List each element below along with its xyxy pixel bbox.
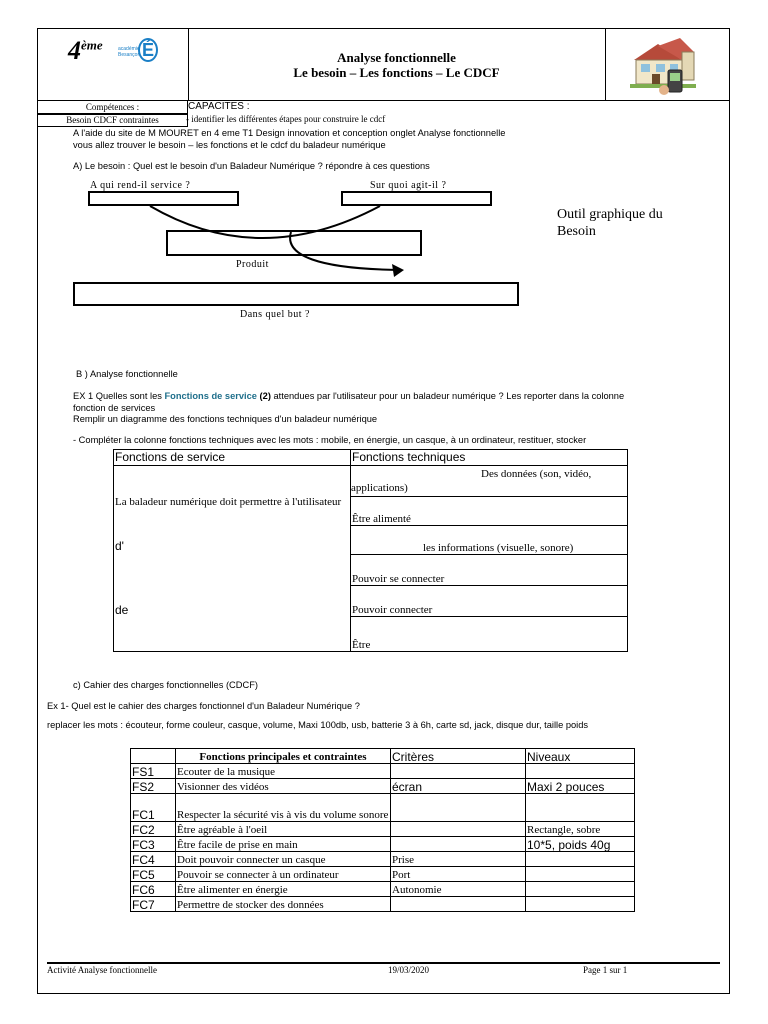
table-row: FC7 Permettre de stocker des données xyxy=(131,897,635,912)
tech-row-3: les informations (visuelle, sonore) xyxy=(351,526,628,555)
capacites-text: - identifier les différentes étapes pour construire le cdcf xyxy=(186,114,386,124)
table-row: FC4 Doit pouvoir connecter un casque Prise xyxy=(131,852,635,867)
diagram-question-right: Sur quoi agit-il ? xyxy=(370,180,447,191)
table-row: FC3 Être facile de prise en main 10*5, poids 40g xyxy=(131,837,635,852)
capacites-label: CAPACITES : xyxy=(188,101,250,112)
competences-label-box: Compétences : xyxy=(37,100,188,114)
table-row: FS1 Ecouter de la musique xyxy=(131,764,635,779)
footer-activity: Activité Analyse fonctionnelle xyxy=(47,965,157,975)
fonctions-service-cell: La baladeur numérique doit permettre à l'utilisateur d' de xyxy=(114,466,351,652)
table-row: FC6 Être alimenter en énergie Autonomie xyxy=(131,882,635,897)
cdcf-ex1: Ex 1- Quel est le cahier des charges fonctionnel d'un Baladeur Numérique ? xyxy=(47,701,360,711)
diagram-product-label: Produit xyxy=(236,259,269,270)
cdcf-code-header xyxy=(131,749,176,764)
intro-line-1: A l'aide du site de M MOURET en 4 eme T1 Design innovation et conception onglet Analyse fonctionnelle xyxy=(73,128,506,138)
cdcf-crit-header: Critères xyxy=(391,749,526,764)
tech-row-6: Être xyxy=(351,617,628,652)
ex1-line-1: EX 1 Quelles sont les Fonctions de service (2) attendues par l'utilisateur pour un baladeur numérique ? Les reporter dans la colonne xyxy=(73,391,625,401)
fonctions-techniques-header: Fonctions techniques xyxy=(351,450,628,466)
section-b-title: B ) Analyse fonctionnelle xyxy=(76,369,178,379)
table-row: FC5 Pouvoir se connecter à un ordinateur Port xyxy=(131,867,635,882)
cdcf-niv-header: Niveaux xyxy=(526,749,635,764)
fonctions-de-service-link[interactable]: Fonctions de service xyxy=(164,391,257,401)
section-c-title: c) Cahier des charges fonctionnelles (CDCF) xyxy=(73,680,258,690)
level-label: 4ème xyxy=(68,36,103,65)
diagram-question-left: A qui rend-il service ? xyxy=(90,180,191,191)
table-row: FC2 Être agréable à l'oeil Rectangle, sobre xyxy=(131,822,635,837)
cdcf-replace-words: replacer les mots : écouteur, forme couleur, casque, volume, Maxi 100db, usb, batterie 3 à 6h, carte sd, jack, disque dur, taille poids xyxy=(47,720,589,730)
footer-date: 19/03/2020 xyxy=(388,965,430,975)
intro-line-2: vous allez trouver le besoin – les fonctions et le cdcf du baladeur numérique xyxy=(73,140,386,150)
section-a-title: A) Le besoin : Quel est le besoin d'un Baladeur Numérique ? répondre à ces questions xyxy=(73,161,430,171)
tech-row-5: Pouvoir connecter xyxy=(351,586,628,617)
competences-value-box: Besoin CDCF contraintes xyxy=(37,114,188,127)
ex1-line-2: fonction de services xyxy=(73,403,156,413)
footer-page-number: Page 1 sur 1 xyxy=(583,965,628,975)
diagram-horn-arrows xyxy=(0,0,768,320)
fonctions-service-header: Fonctions de service xyxy=(114,450,351,466)
footer-divider xyxy=(47,962,720,964)
complete-instruction: - Compléter la colonne fonctions techniques avec les mots : mobile, en énergie, un casque, à un ordinateur, restituer, stocker xyxy=(73,435,587,445)
diagram-goal-label: Dans quel but ? xyxy=(240,309,310,320)
page-subtitle: Le besoin – Les fonctions – Le CDCF xyxy=(293,65,500,80)
tech-row-2: Être alimenté xyxy=(351,497,628,526)
page-title: Analyse fonctionnelle xyxy=(337,50,456,65)
fonctions-table xyxy=(113,449,628,652)
table-row: FC1 Respecter la sécurité vis à vis du volume sonore xyxy=(131,794,635,822)
cdcf-fn-header: Fonctions principales et contraintes xyxy=(176,749,391,764)
table-row: FS2 Visionner des vidéos écran Maxi 2 pouces xyxy=(131,779,635,794)
tech-row-4: Pouvoir se connecter xyxy=(351,555,628,586)
academie-logo: académie Besançon É xyxy=(118,40,162,66)
cdcf-table xyxy=(130,748,635,912)
tech-row-1: Des données (son, vidéo, applications) xyxy=(351,466,628,497)
outil-graphique-label: Outil graphique du Besoin xyxy=(557,207,663,239)
ex1-line-3: Remplir un diagramme des fonctions techniques d'un baladeur numérique xyxy=(73,414,378,424)
